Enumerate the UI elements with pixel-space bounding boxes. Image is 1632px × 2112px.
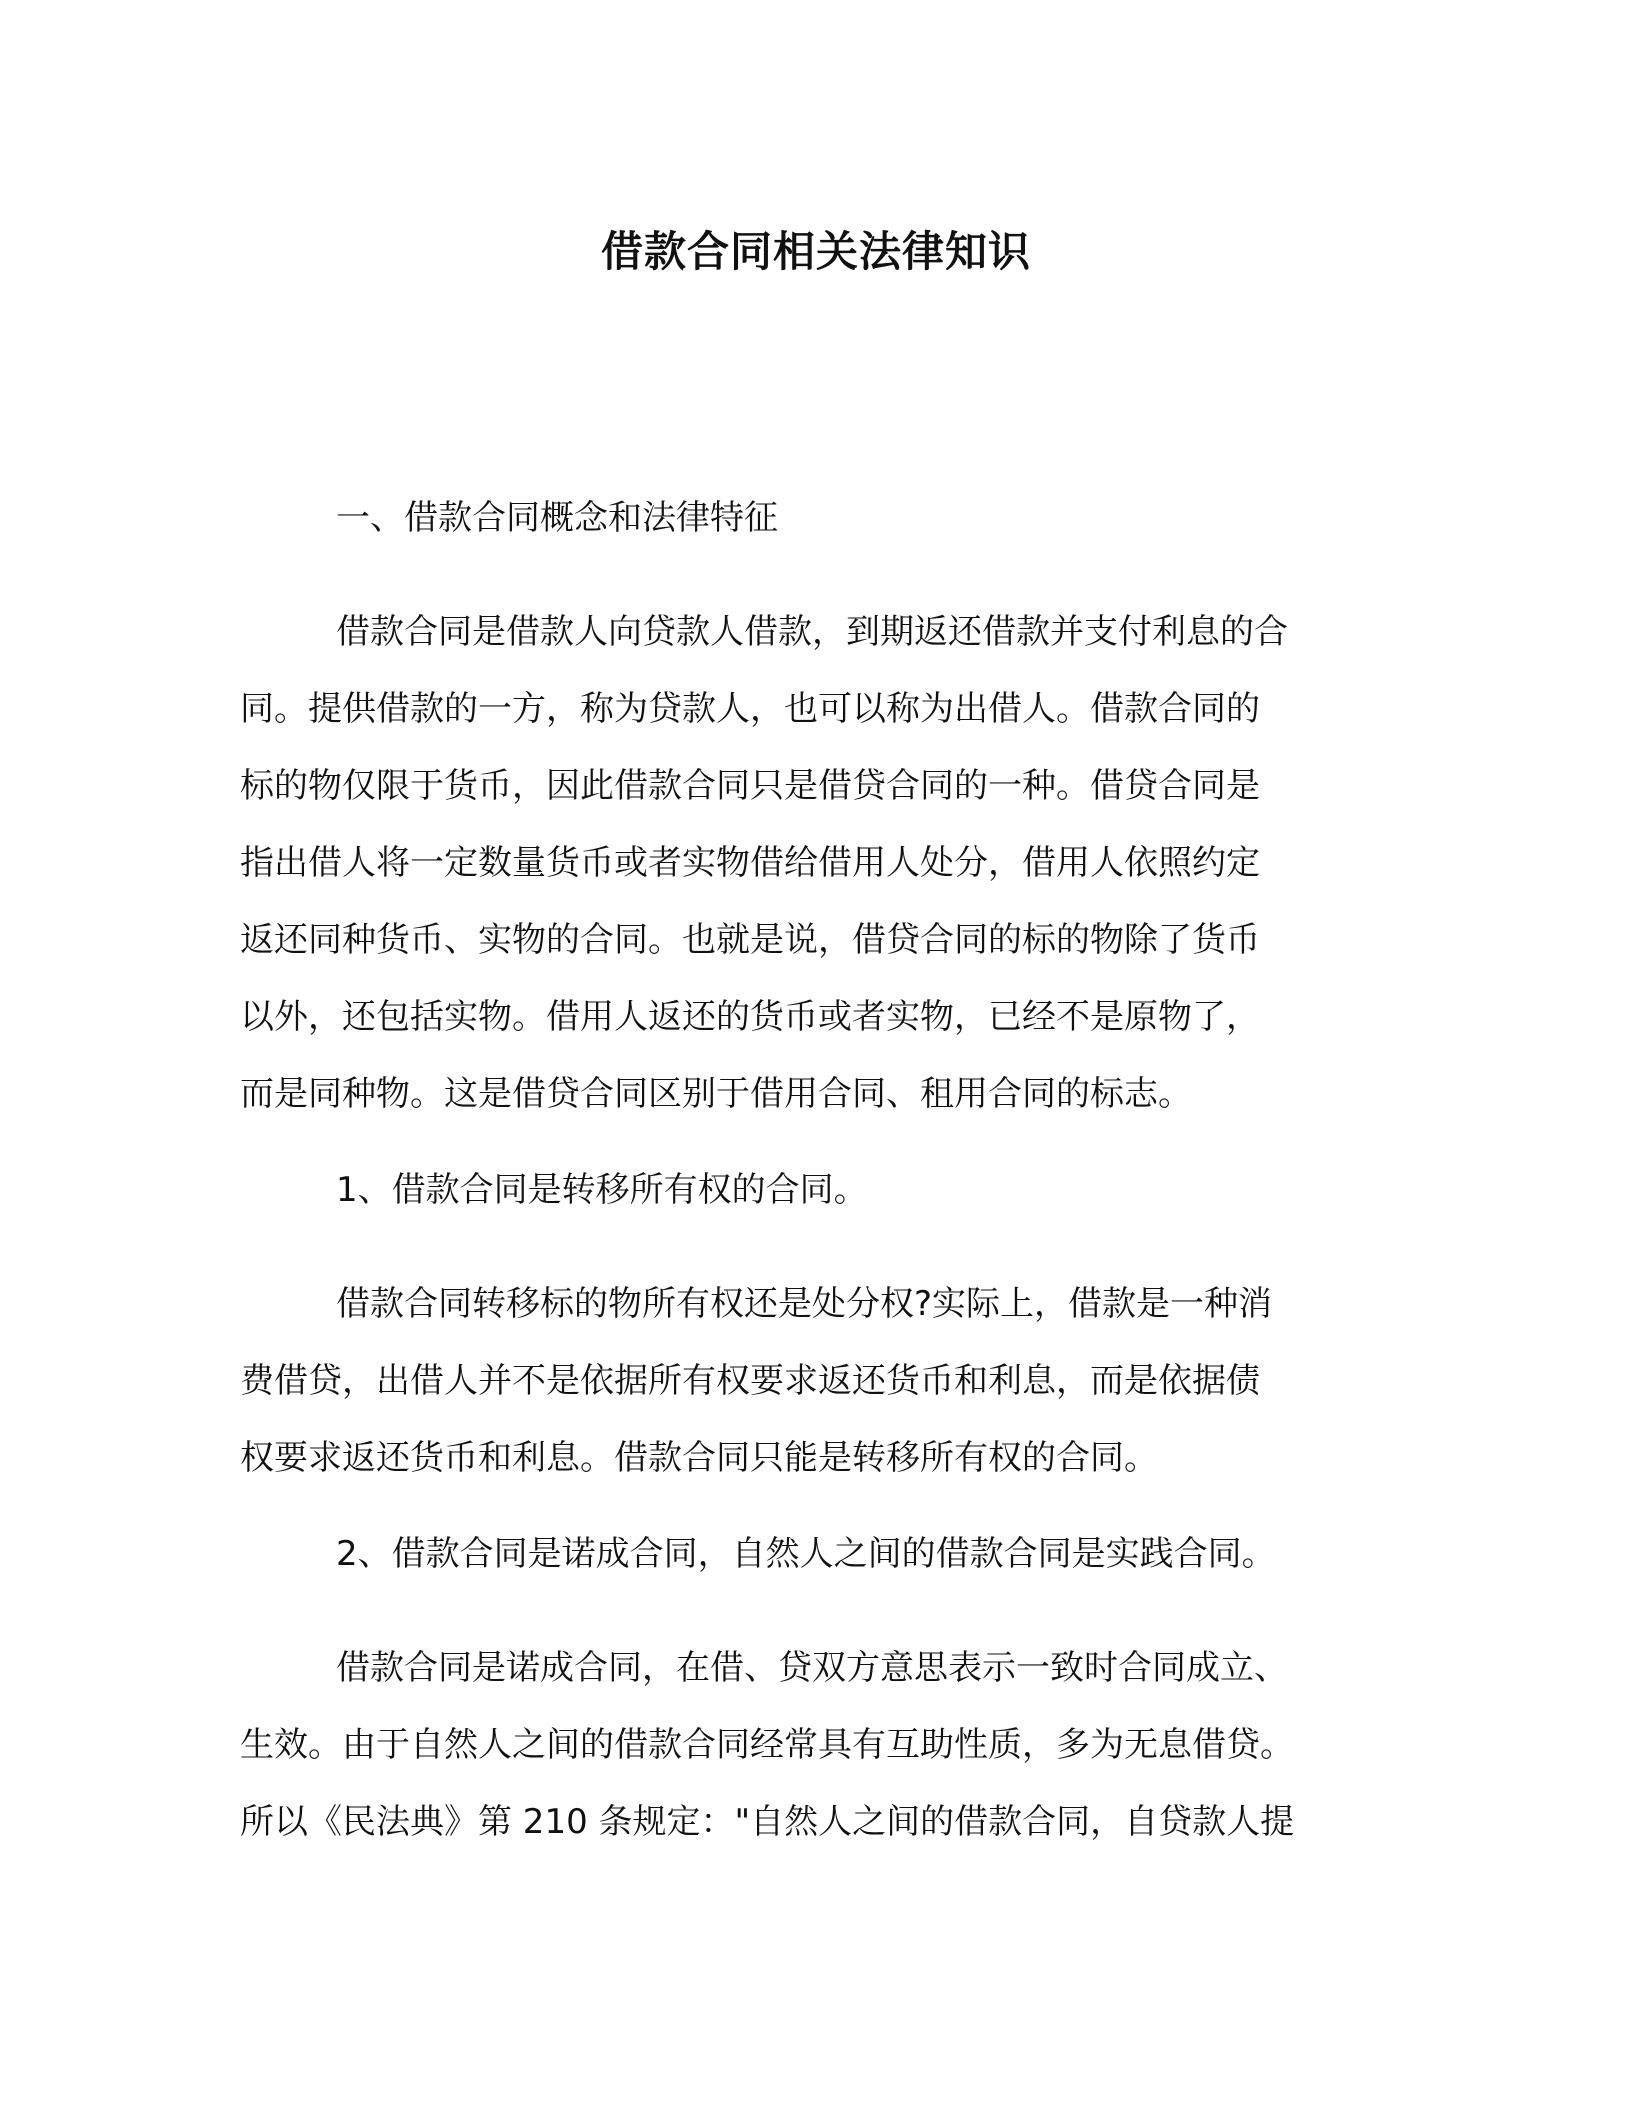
paragraph-definition: [240, 594, 1380, 1133]
paragraph-line: 借款合同是诺成合同，在借、贷双方意思表示一致时合同成立、: [336, 1648, 1288, 1688]
point-heading-1: 1、借款合同是转移所有权的合同。: [336, 1170, 868, 1210]
paragraph-line: 借款合同是借款人向贷款人借款，到期返还借款并支付利息的合: [336, 612, 1288, 652]
document-body: [240, 490, 1380, 1890]
section-heading-1: 一、借款合同概念和法律特征: [336, 498, 778, 538]
paragraph-line: 生效。由于自然人之间的借款合同经常具有互助性质，多为无息借贷。: [240, 1725, 1294, 1765]
point-heading-2: 2、借款合同是诺成合同，自然人之间的借款合同是实践合同。: [336, 1534, 1276, 1574]
paragraph-line: 以外，还包括实物。借用人返还的货币或者实物，已经不是原物了，: [240, 997, 1260, 1037]
paragraph-line: 权要求返还货币和利息。借款合同只能是转移所有权的合同。: [240, 1438, 1158, 1478]
paragraph-ownership: [240, 1266, 1380, 1497]
document-title: 借款合同相关法律知识: [600, 227, 1031, 276]
paragraph-line: 同。提供借款的一方，称为贷款人，也可以称为出借人。借款合同的: [240, 689, 1260, 729]
paragraph-line: 标的物仅限于货币，因此借款合同只是借贷合同的一种。借贷合同是: [240, 766, 1260, 806]
paragraph-line: 所以《民法典》第 210 条规定："自然人之间的借款合同，自贷款人提: [240, 1802, 1295, 1842]
paragraph-line: 借款合同转移标的物所有权还是处分权?实际上，借款是一种消: [336, 1284, 1273, 1324]
paragraph-line: 指出借人将一定数量货币或者实物借给借用人处分，借用人依照约定: [240, 843, 1260, 883]
paragraph-line: 返还同种货币、实物的合同。也就是说，借贷合同的标的物除了货币: [240, 920, 1260, 960]
paragraph-line: 而是同种物。这是借贷合同区别于借用合同、租用合同的标志。: [240, 1074, 1192, 1114]
paragraph-line: 费借贷，出借人并不是依据所有权要求返还货币和利息，而是依据债: [240, 1361, 1260, 1401]
paragraph-consensual: [240, 1630, 1380, 1861]
